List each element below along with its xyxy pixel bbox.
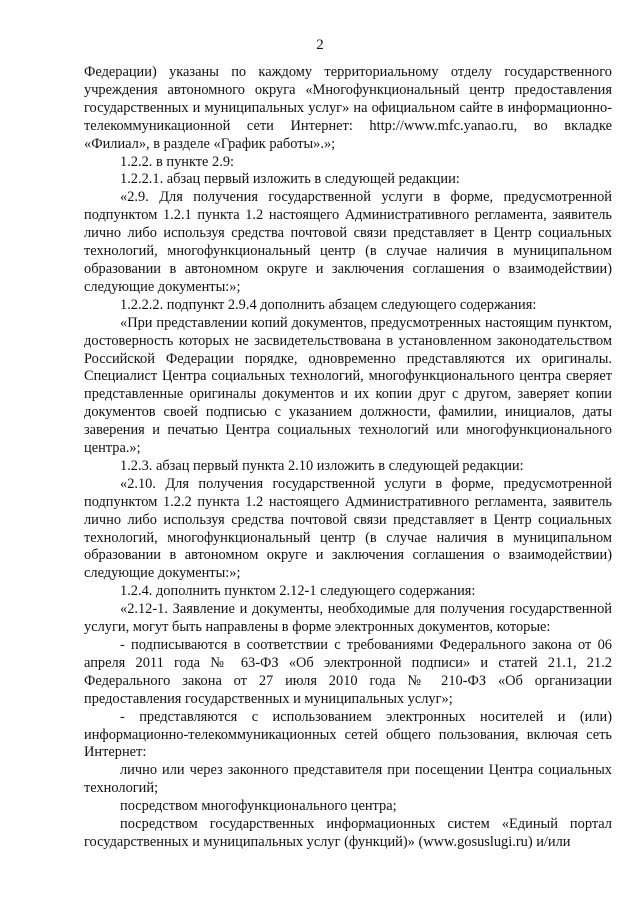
list-item-signed: - подписываются в соответствии с требованиями Федерального закона от 06 апреля 2011 года № 63-ФЗ «Об электронной подписи» и статей 21.1, 21.2 Федерального закона от 27 июля 2010 года № 210-ФЗ «Об организации предоставления государственных и муниципальных услуг»; <box>84 637 612 707</box>
paragraph-2-9-quote: «2.9. Для получения государственной услуги в форме, предусмотренной подпунктом 1.2.1 пункта 1.2 настоящего Административного регламента, заявитель лично либо используя средства почтовой связи представляет в Центр социальных технологий, многофункциональный центр (в случае наличия в муниципальном образовании в автономном округе и заключения соглашения о взаимодействии) следующие документы:»; <box>84 189 612 295</box>
paragraph-1-2-2-2: 1.2.2.2. подпункт 2.9.4 дополнить абзацем следующего содержания: <box>120 296 537 313</box>
document-text <box>84 64 612 852</box>
list-item-submitted: - представляются с использованием электронных носителей и (или) информационно-телекоммуникационных сетей общего пользования, включая сеть Интернет: <box>84 708 612 761</box>
paragraph-1-2-4: 1.2.4. дополнить пунктом 2.12-1 следующего содержания: <box>120 583 476 600</box>
paragraph-1-2-3: 1.2.3. абзац первый пункта 2.10 изложить в следующей редакции: <box>120 457 524 474</box>
list-item-gosuslugi: посредством государственных информационных систем «Единый портал государственных и муниципальных услуг (функций)» (www.gosuslugi.ru) и/или <box>84 816 612 850</box>
list-item-in-person: лично или через законного представителя при посещении Центра социальных технологий; <box>84 762 612 797</box>
paragraph-1-2-2: 1.2.2. в пункте 2.9: <box>120 153 235 170</box>
list-item-mfc: посредством многофункционального центра; <box>120 798 397 815</box>
paragraph-2-10-quote: «2.10. Для получения государственной услуги в форме, предусмотренной подпунктом 1.2.2 пункта 1.2 настоящего Административного регламента, заявитель лично либо используя средства почтовой связи представляет в Центр социальных технологий, многофункциональный центр (в случае наличия в муниципальном образовании в автономном округе и заключения соглашения о взаимодействии) следующие документы:»; <box>84 475 612 582</box>
page-number: 2 <box>316 37 324 53</box>
paragraph-2-12-1-quote: «2.12-1. Заявление и документы, необходимые для получения государственной услуги, могут быть направлены в форме электронных документов, которые: <box>84 601 612 636</box>
paragraph-copies-quote: «При представлении копий документов, предусмотренных настоящим пунктом, достоверность которых не засвидетельствована в установленном законодательством Российской Федерации порядке, одновременно представляются их оригиналы. Специалист Центра социальных технологий, многофункционального центра сверяет представленные оригиналы документов и их копии друг с другом, заверяет копии документов своей подписью с указанием должности, фамилии, инициалов, даты заверения и печатью Центра социальных технологий или многофункционального центра.»; <box>84 314 612 457</box>
paragraph-federation-continuation: Федерации) указаны по каждому территориальному отделу государственного учреждения автономного округа «Многофункциональный центр предоставления государственных и муниципальных услуг» на официальном сайте в информационно-телекоммуникационной сети Интернет: http://www.mfc.yanao.ru, во вкладке «Филиал», в разделе «График работы».»; <box>84 64 612 152</box>
paragraph-1-2-2-1: 1.2.2.1. абзац первый изложить в следующей редакции: <box>120 171 460 188</box>
